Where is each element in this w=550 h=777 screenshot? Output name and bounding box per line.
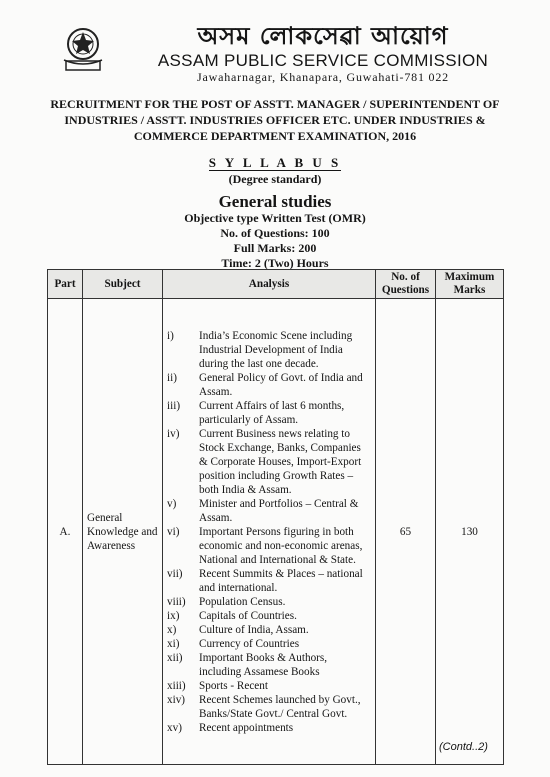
item-number: x) bbox=[167, 623, 177, 636]
table-row bbox=[48, 299, 504, 765]
item-text: Population Census. bbox=[199, 595, 286, 608]
item-text: Currency of Countries bbox=[199, 637, 300, 650]
item-text: General Policy of Govt. of India and Assam. bbox=[199, 371, 363, 398]
list-item bbox=[167, 525, 371, 567]
commission-title-bengali: অসম লোকসেৱা আয়োগ bbox=[197, 22, 449, 50]
item-text: Important Books & Authors, including Assamese Books bbox=[199, 651, 328, 678]
item-number: xv) bbox=[167, 721, 182, 734]
header-marks: Maximum Marks bbox=[436, 270, 504, 299]
item-number: ii) bbox=[167, 371, 177, 384]
item-number: xiv) bbox=[167, 693, 186, 706]
list-item bbox=[167, 651, 371, 679]
commission-address: Jawaharnagar, Khanapara, Guwahati-781 022 bbox=[197, 70, 449, 84]
analysis-list bbox=[167, 329, 371, 735]
item-text: Recent Summits & Places – national and international. bbox=[199, 567, 363, 594]
item-number: xiii) bbox=[167, 679, 186, 692]
table-header-row bbox=[48, 270, 504, 299]
list-item bbox=[167, 693, 371, 721]
syllabus-table bbox=[47, 269, 504, 765]
list-item bbox=[167, 427, 371, 497]
analysis-cell bbox=[163, 299, 376, 765]
list-item bbox=[167, 497, 371, 525]
questions-cell: 65 bbox=[376, 299, 436, 765]
paper-title: General studies bbox=[218, 192, 332, 211]
list-item bbox=[167, 623, 371, 637]
item-number: iv) bbox=[167, 427, 180, 440]
letterhead bbox=[60, 20, 530, 84]
header-part: Part bbox=[48, 270, 83, 299]
item-number: iii) bbox=[167, 399, 181, 412]
continued-note: (Contd..2) bbox=[439, 741, 488, 753]
list-item bbox=[167, 609, 371, 623]
item-number: viii) bbox=[167, 595, 186, 608]
list-item bbox=[167, 679, 371, 693]
marks-cell: 130 bbox=[436, 299, 504, 765]
question-count: No. of Questions: 100 bbox=[220, 226, 330, 240]
item-number: vii) bbox=[167, 567, 183, 580]
degree-standard: (Degree standard) bbox=[228, 172, 322, 186]
list-item bbox=[167, 637, 371, 651]
item-text: India’s Economic Scene including Industrial Development of India during the last one decade. bbox=[199, 329, 353, 370]
item-text: Current Business news relating to Stock Exchange, Banks, Companies & Corporate Houses, Import-Export position including Growth Rates – both India & Assam. bbox=[199, 427, 362, 496]
item-text: Important Persons figuring in both economic and non-economic arenas, National and International & State. bbox=[199, 525, 363, 566]
item-number: xii) bbox=[167, 651, 183, 664]
subject-cell: General Knowledge and Awareness bbox=[83, 299, 163, 765]
syllabus-heading bbox=[0, 155, 550, 171]
item-number: xi) bbox=[167, 637, 180, 650]
apsc-emblem-icon bbox=[60, 24, 106, 72]
header-analysis: Analysis bbox=[163, 270, 376, 299]
item-text: Recent appointments bbox=[199, 721, 294, 734]
paper-meta bbox=[0, 211, 550, 271]
list-item bbox=[167, 371, 371, 399]
list-item bbox=[167, 567, 371, 595]
list-item bbox=[167, 595, 371, 609]
list-item bbox=[167, 399, 371, 427]
item-text: Culture of India, Assam. bbox=[199, 623, 309, 636]
item-text: Sports - Recent bbox=[199, 679, 268, 692]
list-item bbox=[167, 329, 371, 371]
commission-title-english: ASSAM PUBLIC SERVICE COMMISSION bbox=[157, 51, 489, 70]
test-type: Objective type Written Test (OMR) bbox=[184, 211, 366, 225]
part-cell: A. bbox=[48, 299, 83, 765]
item-text: Current Affairs of last 6 months, particularly of Assam. bbox=[199, 399, 345, 426]
full-marks: Full Marks: 200 bbox=[233, 241, 317, 255]
item-number: ix) bbox=[167, 609, 180, 622]
item-number: vi) bbox=[167, 525, 180, 538]
item-number: v) bbox=[167, 497, 177, 510]
recruitment-title: RECRUITMENT FOR THE POST OF ASSTT. MANAGER / SUPERINTENDENT OF INDUSTRIES / ASSTT. INDUSTRIES OFFICER ETC. UNDER INDUSTRIES & COMMERCE DEPARTMENT EXAMINATION, 2016 bbox=[50, 97, 500, 143]
item-number: i) bbox=[167, 329, 174, 342]
header-questions: No. of Questions bbox=[376, 270, 436, 299]
item-text: Minister and Portfolios – Central & Assam. bbox=[199, 497, 359, 524]
syllabus-label: S Y L L A B U S bbox=[208, 155, 342, 170]
item-text: Capitals of Countries. bbox=[199, 609, 297, 622]
list-item bbox=[167, 721, 371, 735]
item-text: Recent Schemes launched by Govt., Banks/State Govt./ Central Govt. bbox=[199, 693, 361, 720]
time-allowed: Time: 2 (Two) Hours bbox=[221, 256, 329, 270]
header-subject: Subject bbox=[83, 270, 163, 299]
